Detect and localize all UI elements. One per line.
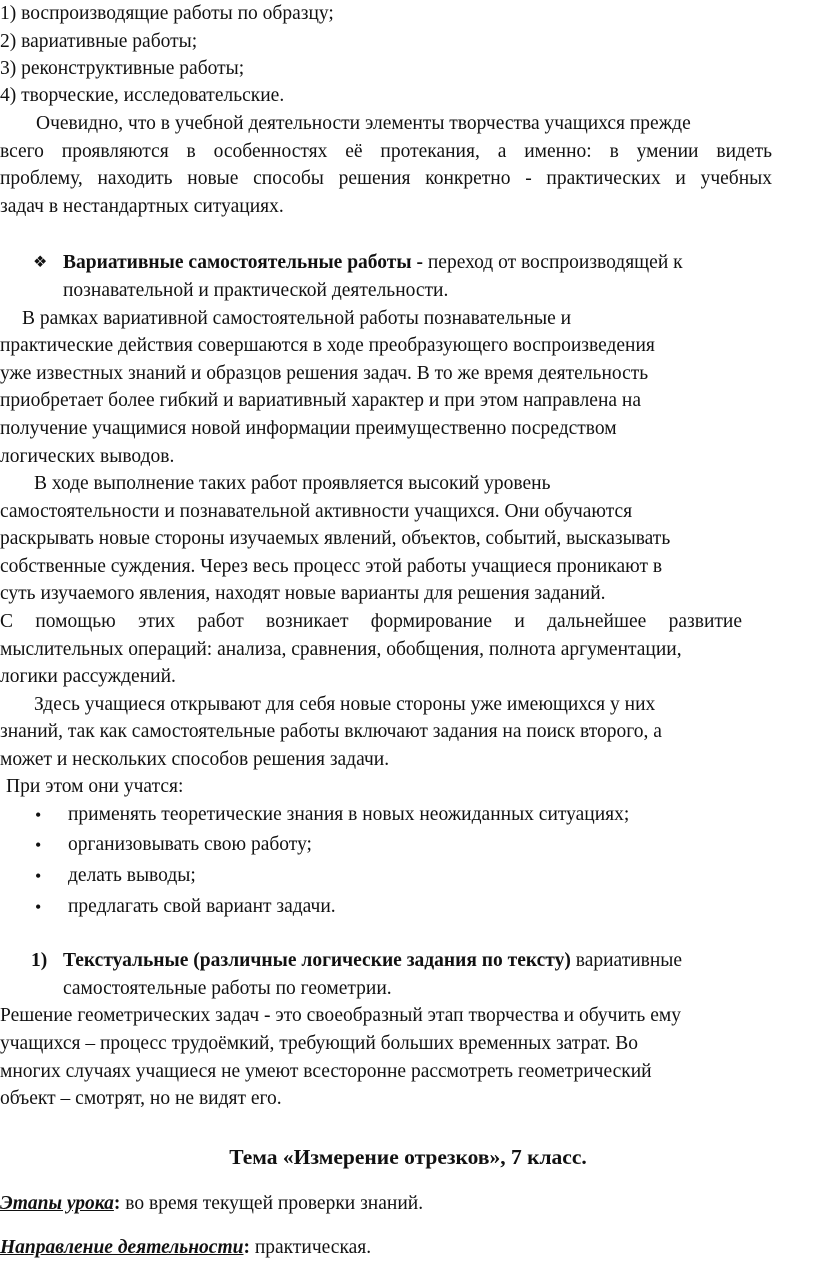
numbered-marker: 1) — [31, 950, 48, 971]
paragraph-line: может и нескольких способов решения задачи. — [0, 749, 390, 770]
paragraph-line: практические действия совершаются в ходе преобразующего воспроизведения — [0, 335, 655, 356]
paragraph-line: логических выводов. — [0, 446, 175, 467]
paragraph-line: самостоятельности и познавательной активности учащихся. Они обучаются — [0, 501, 633, 522]
paragraph-line: проблему, находить новые способы решения конкретно - практических и учебных — [0, 168, 772, 189]
numbered-heading — [63, 947, 682, 975]
diamond-bullet-icon: ❖ — [33, 254, 48, 271]
numbered-heading-line2: самостоятельные работы по геометрии. — [63, 978, 392, 999]
paragraph-line: приобретает более гибкий и вариативный характер и при этом направлена на — [0, 390, 642, 411]
paragraph-line: суть изучаемого явления, находят новые варианты для решения заданий. — [0, 583, 606, 604]
paragraph-line: мыслительных операций: анализа, сравнения, обобщения, полнота аргументации, — [0, 639, 682, 660]
list-item: предлагать свой вариант задачи. — [68, 896, 336, 917]
paragraph-line: Решение геометрических задач - это своеобразный этап творчества и обучить ему — [0, 1005, 681, 1026]
paragraph-line — [36, 110, 772, 138]
paragraph-line: всего проявляются в особенностях её протекания, а именно: в умении видеть — [0, 141, 772, 162]
bullet-icon: • — [35, 835, 42, 855]
bullet-icon: • — [35, 897, 42, 917]
direction-colon: : — [243, 1237, 250, 1258]
list-item: 2) вариативные работы; — [0, 31, 198, 52]
list-item: 3) реконструктивные работы; — [0, 58, 245, 79]
theme-title: Тема «Измерение отрезков», 7 класс. — [229, 1145, 587, 1169]
paragraph-line: логики рассуждений. — [0, 666, 176, 687]
lesson-stages — [0, 1190, 423, 1218]
paragraph-line: В ходе выполнение таких работ проявляется высокий уровень — [34, 473, 551, 494]
numbered-heading-rest: вариативные — [570, 950, 683, 971]
direction-text: практическая. — [249, 1237, 372, 1258]
bullet-icon: • — [35, 805, 42, 825]
paragraph-line: уже известных знаний и образцов решения задач. В то же время деятельность — [0, 363, 649, 384]
bullet-icon: • — [35, 866, 42, 886]
section-heading-line2: познавательной и практической деятельности. — [63, 280, 449, 301]
list-item: делать выводы; — [68, 865, 196, 886]
paragraph-line: задач в нестандартных ситуациях. — [0, 196, 284, 217]
list-item: 4) творческие, исследовательские. — [0, 85, 285, 106]
list-item: организовывать свою работу; — [68, 834, 312, 855]
numbered-heading-bold: Текстуальные (различные логические задания по тексту) — [63, 950, 571, 971]
paragraph-line: получение учащимися новой информации преимущественно посредством — [0, 418, 617, 439]
paragraph-line: В рамках вариативной самостоятельной работы познавательные и — [22, 308, 572, 329]
paragraph-line: многих случаях учащиеся не умеют всесторонне рассмотреть геометрический — [0, 1061, 652, 1082]
direction-label: Направление деятельности — [0, 1237, 244, 1258]
activity-direction — [0, 1234, 371, 1262]
list-intro: При этом они учатся: — [6, 776, 184, 797]
paragraph-line: знаний, так как самостоятельные работы включают задания на поиск второго, а — [0, 721, 662, 742]
list-item: 1) воспроизводящие работы по образцу; — [0, 3, 334, 24]
section-heading — [63, 249, 683, 277]
list-item: применять теоретические знания в новых неожиданных ситуациях; — [68, 804, 630, 825]
paragraph-line: С помощью этих работ возникает формирование и дальнейшее развитие — [0, 611, 742, 632]
section-heading-bold: Вариативные самостоятельные работы - — [63, 252, 428, 273]
stages-label: Этапы урока — [0, 1193, 114, 1214]
stages-text: во время текущей проверки знаний. — [120, 1193, 424, 1214]
section-heading-rest: переход от воспроизводящей к — [427, 252, 683, 273]
text-line: Очевидно, что в учебной деятельности элементы творчества учащихся прежде — [36, 113, 691, 134]
paragraph-line: собственные суждения. Через весь процесс этой работы учащиеся проникают в — [0, 556, 663, 577]
paragraph-line: Здесь учащиеся открывают для себя новые стороны уже имеющихся у них — [34, 694, 656, 715]
paragraph-line: учащихся – процесс трудоёмкий, требующий больших временных затрат. Во — [0, 1033, 639, 1054]
paragraph-line: раскрывать новые стороны изучаемых явлений, объектов, событий, высказывать — [0, 528, 671, 549]
stages-colon: : — [113, 1193, 121, 1214]
paragraph-line: объект – смотрят, но не видят его. — [0, 1088, 282, 1109]
